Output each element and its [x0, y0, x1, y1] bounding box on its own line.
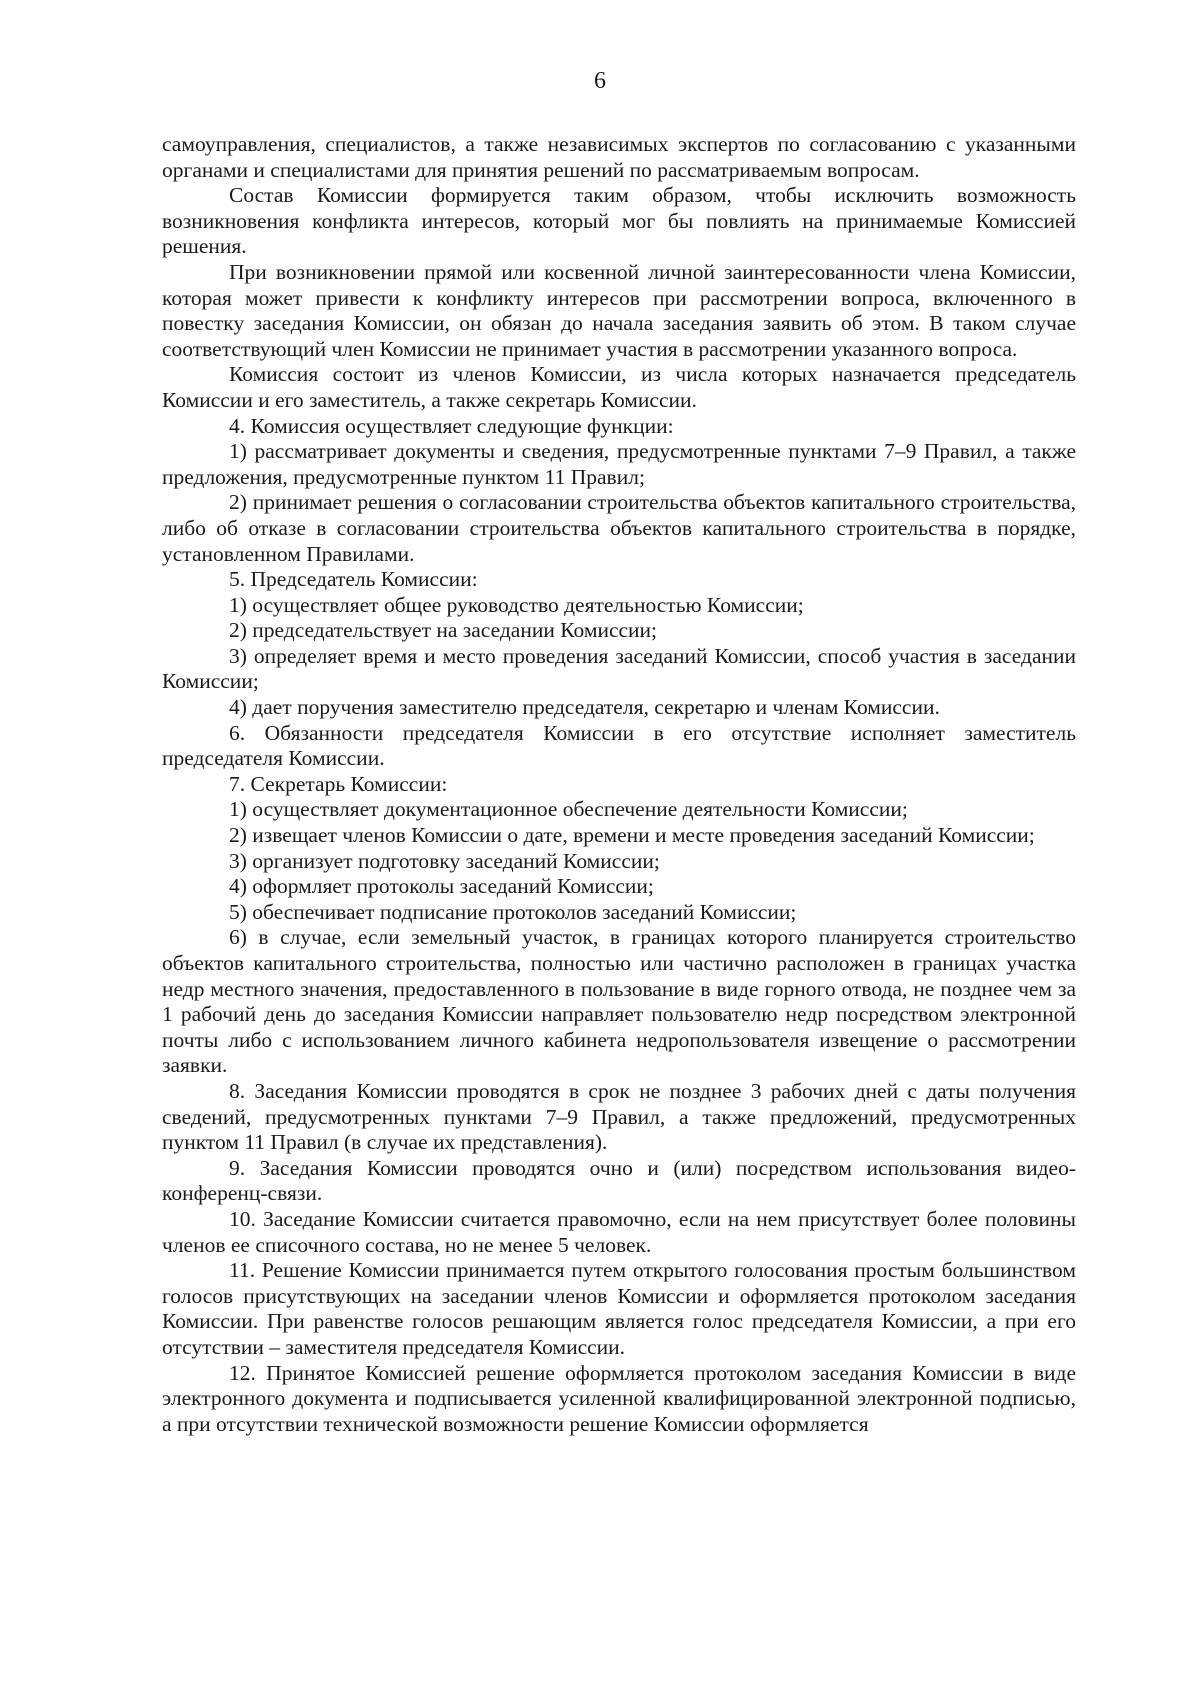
list-item: 1) осуществляет общее руководство деятельностью Комиссии;: [229, 592, 804, 617]
section-heading: 4. Комиссия осуществляет следующие функции:: [229, 413, 674, 438]
list-item: 3) определяет время и место проведения заседаний Комиссии, способ участия в заседании Комиссии;: [162, 643, 1076, 694]
paragraph: 8. Заседания Комиссии проводятся в срок не позднее 3 рабочих дней с даты получения сведений, предусмотренных пунктами 7–9 Правил, а также предложений, предусмотренных пунктом 11 Правил (в случае их представления).: [162, 1078, 1076, 1155]
list-item: 5) обеспечивает подписание протоколов заседаний Комиссии;: [229, 899, 797, 924]
section-heading: 5. Председатель Комиссии:: [229, 567, 478, 592]
paragraph: 9. Заседания Комиссии проводятся очно и (или) посредством использования видео-конференц-связи.: [162, 1155, 1076, 1206]
list-item: 2) принимает решения о согласовании строительства объектов капитального строительства, либо об отказе в согласовании строительства объектов капитального строительства в порядке, установленном Правилами.: [162, 490, 1076, 566]
list-item: 6) в случае, если земельный участок, в границах которого планируется строительство объектов капитального строительства, полностью или частично расположен в границах участка недр местного значения, предоставленного в пользование в виде горного отвода, не позднее чем за 1 рабочий день до заседания Комиссии направляет пользователю недр посредством электронной почты либо с использованием личного кабинета недропользователя извещение о рассмотрении заявки.: [162, 925, 1076, 1078]
document-body: [162, 132, 1076, 1437]
list-item: 3) организует подготовку заседаний Комиссии;: [229, 848, 660, 873]
paragraph: 12. Принятое Комиссией решение оформляется протоколом заседания Комиссии в виде электронного документа и подписывается усиленной квалифицированной электронной подписью, а при отсутствии технической возможности решение Комиссии оформляется: [162, 1360, 1076, 1436]
list-item: 4) оформляет протоколы заседаний Комиссии;: [229, 874, 654, 899]
paragraph: Состав Комиссии формируется таким образом, чтобы исключить возможность возникновения конфликта интересов, который мог бы повлиять на принимаемые Комиссией решения.: [162, 183, 1076, 259]
list-item: 1) осуществляет документационное обеспечение деятельности Комиссии;: [229, 797, 908, 822]
paragraph: 11. Решение Комиссии принимается путем открытого голосования простым большинством голосов присутствующих на заседании членов Комиссии и оформляется протоколом заседания Комиссии. При равенстве голосов решающим является голос председателя Комиссии, а при его отсутствии – заместителя председателя Комиссии.: [162, 1258, 1076, 1359]
section-heading: 7. Секретарь Комиссии:: [229, 771, 448, 796]
paragraph: При возникновении прямой или косвенной личной заинтересованности члена Комиссии, которая может привести к конфликту интересов при рассмотрении вопроса, включенного в повестку заседания Комиссии, он обязан до начала заседания заявить об этом. В таком случае соответствующий член Комиссии не принимает участия в рассмотрении указанного вопроса.: [162, 259, 1076, 361]
page-number: 6: [594, 68, 606, 94]
paragraph: самоуправления, специалистов, а также независимых экспертов по согласованию с указанными органами и специалистами для принятия решений по рассматриваемым вопросам.: [162, 132, 1076, 182]
paragraph: 6. Обязанности председателя Комиссии в его отсутствие исполняет заместитель председателя Комиссии.: [162, 720, 1076, 771]
paragraph: Комиссия состоит из членов Комиссии, из числа которых назначается председатель Комиссии и его заместитель, а также секретарь Комиссии.: [162, 362, 1076, 412]
list-item: 2) председательствует на заседании Комиссии;: [229, 618, 658, 643]
list-item: 1) рассматривает документы и сведения, предусмотренные пунктами 7–9 Правил, а также предложения, предусмотренные пунктом 11 Правил;: [162, 439, 1076, 489]
list-item: 2) извещает членов Комиссии о дате, времени и месте проведения заседаний Комиссии;: [229, 823, 1035, 848]
list-item: 4) дает поручения заместителю председателя, секретарю и членам Комиссии.: [229, 695, 940, 720]
paragraph: 10. Заседание Комиссии считается правомочно, если на нем присутствует более половины членов ее списочного состава, но не менее 5 человек.: [162, 1206, 1076, 1257]
